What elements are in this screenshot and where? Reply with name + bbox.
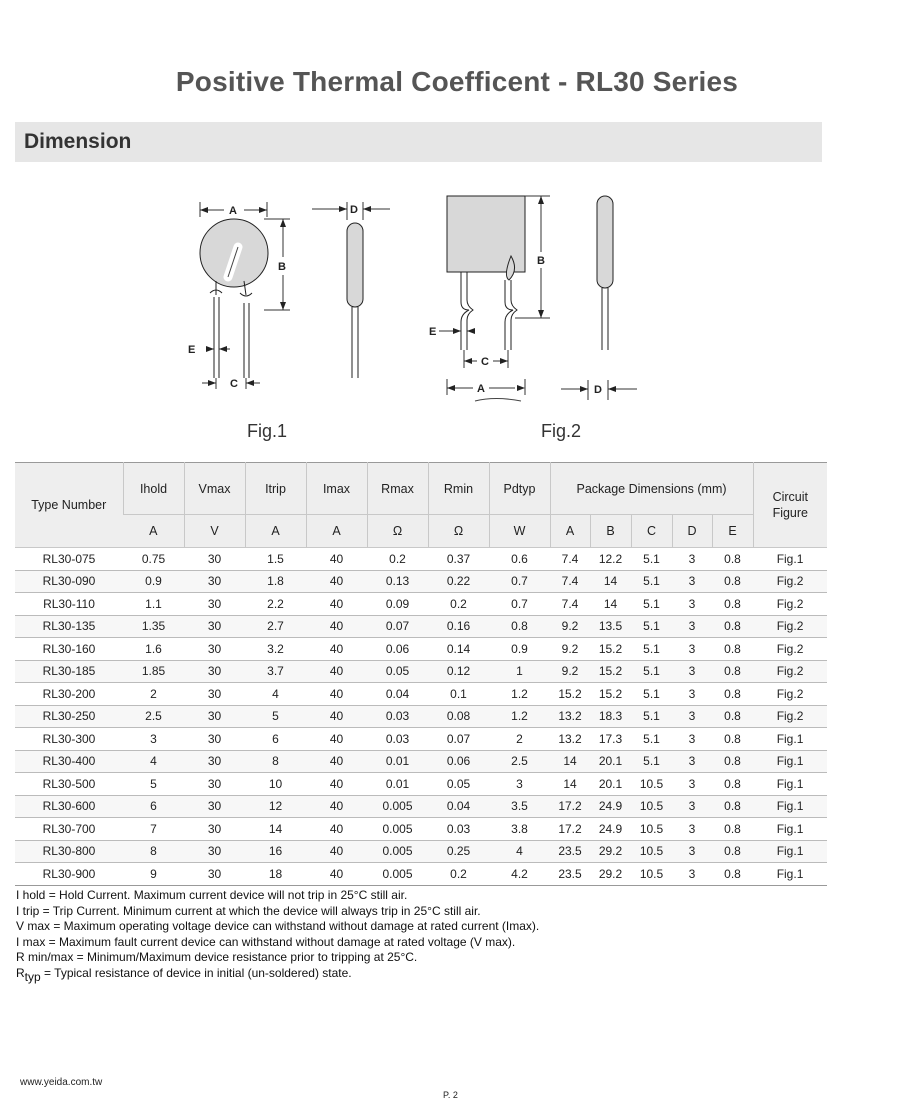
- header-circuit-figure: Circuit Figure: [753, 463, 827, 548]
- table-cell: 3: [123, 728, 184, 751]
- table-cell: 17.2: [550, 818, 590, 841]
- table-cell: 3: [672, 593, 712, 616]
- table-row: [15, 548, 827, 571]
- table-cell: 2.5: [123, 705, 184, 728]
- table-cell: Fig.1: [753, 818, 827, 841]
- table-cell: 3: [489, 773, 550, 796]
- table-cell: 3: [672, 570, 712, 593]
- table-cell: Fig.1: [753, 773, 827, 796]
- table-row: [15, 660, 827, 683]
- table-cell: 3.2: [245, 638, 306, 661]
- table-cell: 0.8: [712, 638, 753, 661]
- table-cell: 0.005: [367, 840, 428, 863]
- table-cell: Fig.2: [753, 705, 827, 728]
- table-cell: 40: [306, 548, 367, 571]
- table-cell: 2: [123, 683, 184, 706]
- table-cell: 6: [245, 728, 306, 751]
- table-cell: 0.06: [428, 750, 489, 773]
- table-cell: 0.37: [428, 548, 489, 571]
- header-package-dimensions: Package Dimensions (mm): [550, 463, 753, 515]
- table-cell: 0.8: [712, 863, 753, 886]
- table-cell: 40: [306, 863, 367, 886]
- table-cell: 14: [550, 773, 590, 796]
- table-cell: 0.8: [712, 660, 753, 683]
- table-cell: 10.5: [631, 863, 672, 886]
- table-cell: 0.13: [367, 570, 428, 593]
- table-cell: 40: [306, 593, 367, 616]
- table-cell: 15.2: [550, 683, 590, 706]
- table-cell: 0.7: [489, 570, 550, 593]
- table-cell: 5.1: [631, 728, 672, 751]
- note-rtyp-sub: typ: [24, 969, 41, 984]
- header-imax: Imax: [306, 463, 367, 515]
- table-row: [15, 840, 827, 863]
- section-header: [15, 122, 822, 162]
- table-cell: 0.8: [712, 683, 753, 706]
- table-cell: 9.2: [550, 660, 590, 683]
- table-row: [15, 683, 827, 706]
- table-cell: Fig.2: [753, 683, 827, 706]
- type-number-cell: RL30-400: [15, 750, 123, 773]
- table-row: [15, 750, 827, 773]
- table-cell: 0.8: [712, 615, 753, 638]
- header-itrip: Itrip: [245, 463, 306, 515]
- table-cell: 0.8: [712, 773, 753, 796]
- table-cell: 3: [672, 638, 712, 661]
- table-cell: 9.2: [550, 638, 590, 661]
- table-cell: 5.1: [631, 638, 672, 661]
- table-cell: 9: [123, 863, 184, 886]
- fig2-label-a: A: [477, 383, 485, 395]
- note-rtyp: [16, 966, 836, 985]
- table-cell: 40: [306, 615, 367, 638]
- table-row: [15, 705, 827, 728]
- table-cell: 10: [245, 773, 306, 796]
- table-cell: 30: [184, 638, 245, 661]
- table-cell: 1.2: [489, 705, 550, 728]
- table-cell: 1.5: [245, 548, 306, 571]
- table-row: [15, 818, 827, 841]
- unit-cell: A: [245, 515, 306, 548]
- fig2-drawing: [425, 190, 655, 402]
- unit-cell: V: [184, 515, 245, 548]
- table-cell: 5.1: [631, 548, 672, 571]
- table-cell: 14: [245, 818, 306, 841]
- table-cell: 0.22: [428, 570, 489, 593]
- unit-row: [15, 515, 827, 548]
- table-cell: 14: [590, 593, 631, 616]
- table-cell: 13.2: [550, 728, 590, 751]
- table-cell: 0.01: [367, 750, 428, 773]
- spec-table: [15, 462, 827, 886]
- type-number-cell: RL30-300: [15, 728, 123, 751]
- table-cell: 0.8: [712, 840, 753, 863]
- table-cell: 4: [489, 840, 550, 863]
- table-cell: 3: [672, 548, 712, 571]
- table-cell: Fig.2: [753, 615, 827, 638]
- table-cell: 12: [245, 795, 306, 818]
- table-cell: 5.1: [631, 570, 672, 593]
- table-cell: 0.1: [428, 683, 489, 706]
- table-cell: 4: [245, 683, 306, 706]
- table-cell: 40: [306, 660, 367, 683]
- table-cell: 0.2: [428, 863, 489, 886]
- table-cell: 0.75: [123, 548, 184, 571]
- table-cell: 30: [184, 840, 245, 863]
- type-number-cell: RL30-500: [15, 773, 123, 796]
- table-cell: 30: [184, 615, 245, 638]
- header-vmax: Vmax: [184, 463, 245, 515]
- table-cell: 40: [306, 818, 367, 841]
- type-number-cell: RL30-185: [15, 660, 123, 683]
- note-line: I max = Maximum fault current device can withstand without damage at rated voltage (V max).: [16, 934, 516, 949]
- table-cell: 0.8: [712, 570, 753, 593]
- header-type-number: Type Number: [15, 463, 123, 548]
- table-cell: 15.2: [590, 660, 631, 683]
- table-cell: 10.5: [631, 795, 672, 818]
- note-rtyp-prefix: R: [16, 965, 25, 980]
- table-cell: 14: [590, 570, 631, 593]
- fig1-label-e: E: [188, 344, 196, 356]
- table-cell: 0.09: [367, 593, 428, 616]
- table-cell: 4.2: [489, 863, 550, 886]
- table-cell: 3.8: [489, 818, 550, 841]
- table-cell: Fig.2: [753, 570, 827, 593]
- table-cell: 0.7: [489, 593, 550, 616]
- table-cell: 40: [306, 773, 367, 796]
- table-cell: 17.2: [550, 795, 590, 818]
- fig1-label-b: B: [278, 261, 286, 273]
- table-cell: 40: [306, 705, 367, 728]
- table-cell: 18: [245, 863, 306, 886]
- footer-url: www.yeida.com.tw: [20, 1077, 103, 1088]
- table-cell: Fig.2: [753, 593, 827, 616]
- table-cell: 0.05: [428, 773, 489, 796]
- table-cell: 3: [672, 818, 712, 841]
- table-cell: 40: [306, 840, 367, 863]
- table-cell: 0.03: [367, 705, 428, 728]
- table-cell: 0.005: [367, 795, 428, 818]
- table-cell: 0.005: [367, 863, 428, 886]
- type-number-cell: RL30-250: [15, 705, 123, 728]
- table-cell: 3: [672, 683, 712, 706]
- table-cell: 10.5: [631, 818, 672, 841]
- table-cell: 15.2: [590, 683, 631, 706]
- header-ihold: Ihold: [123, 463, 184, 515]
- table-cell: 30: [184, 683, 245, 706]
- table-cell: 30: [184, 705, 245, 728]
- table-cell: 17.3: [590, 728, 631, 751]
- unit-cell: Ω: [367, 515, 428, 548]
- unit-cell: Ω: [428, 515, 489, 548]
- table-cell: 1.85: [123, 660, 184, 683]
- table-cell: 24.9: [590, 818, 631, 841]
- table-cell: 1.2: [489, 683, 550, 706]
- table-cell: 30: [184, 570, 245, 593]
- table-cell: Fig.1: [753, 840, 827, 863]
- table-cell: 14: [550, 750, 590, 773]
- fig2-label-e: E: [429, 326, 437, 338]
- table-cell: Fig.1: [753, 728, 827, 751]
- table-cell: 40: [306, 795, 367, 818]
- table-cell: 10.5: [631, 773, 672, 796]
- table-cell: 40: [306, 570, 367, 593]
- notes-list: [16, 888, 836, 966]
- table-cell: 29.2: [590, 863, 631, 886]
- note-line: I trip = Trip Current. Minimum current at which the device will always trip in 25°C still air.: [16, 903, 481, 918]
- table-cell: 3: [672, 773, 712, 796]
- table-cell: 2: [489, 728, 550, 751]
- header-rmin: Rmin: [428, 463, 489, 515]
- unit-cell: A: [306, 515, 367, 548]
- table-cell: 0.8: [712, 705, 753, 728]
- table-cell: Fig.1: [753, 795, 827, 818]
- table-row: [15, 593, 827, 616]
- unit-cell: C: [631, 515, 672, 548]
- table-row: [15, 638, 827, 661]
- fig2-caption: Fig.2: [541, 421, 582, 441]
- table-cell: 0.8: [712, 593, 753, 616]
- fig1-drawing: [180, 195, 390, 395]
- header-pdtyp: Pdtyp: [489, 463, 550, 515]
- table-cell: 9.2: [550, 615, 590, 638]
- table-cell: 30: [184, 660, 245, 683]
- table-cell: 6: [123, 795, 184, 818]
- table-cell: 7.4: [550, 570, 590, 593]
- table-cell: 40: [306, 728, 367, 751]
- table-cell: 5.1: [631, 705, 672, 728]
- table-cell: 1.8: [245, 570, 306, 593]
- note-line: I hold = Hold Current. Maximum current device will not trip in 25°C still air.: [16, 888, 408, 902]
- table-cell: 0.8: [489, 615, 550, 638]
- table-cell: 0.8: [712, 818, 753, 841]
- table-cell: 7.4: [550, 548, 590, 571]
- table-cell: 20.1: [590, 750, 631, 773]
- table-cell: 1: [489, 660, 550, 683]
- table-cell: Fig.1: [753, 750, 827, 773]
- table-cell: 3: [672, 863, 712, 886]
- table-cell: 7: [123, 818, 184, 841]
- fig2-label-b: B: [537, 255, 545, 267]
- table-cell: 3: [672, 840, 712, 863]
- table-cell: 5.1: [631, 660, 672, 683]
- section-title: Dimension: [24, 130, 132, 153]
- unit-cell: A: [550, 515, 590, 548]
- table-row: [15, 615, 827, 638]
- table-cell: 16: [245, 840, 306, 863]
- type-number-cell: RL30-110: [15, 593, 123, 616]
- table-cell: 1.1: [123, 593, 184, 616]
- table-cell: 15.2: [590, 638, 631, 661]
- table-cell: 0.9: [123, 570, 184, 593]
- table-cell: 10.5: [631, 840, 672, 863]
- table-cell: 0.05: [367, 660, 428, 683]
- table-row: [15, 863, 827, 886]
- table-cell: 24.9: [590, 795, 631, 818]
- table-cell: 29.2: [590, 840, 631, 863]
- table-cell: 0.07: [428, 728, 489, 751]
- table-cell: 3: [672, 728, 712, 751]
- table-cell: 0.14: [428, 638, 489, 661]
- table-row: [15, 773, 827, 796]
- table-cell: 3: [672, 750, 712, 773]
- table-cell: 23.5: [550, 840, 590, 863]
- fig1-label-a: A: [229, 205, 237, 217]
- table-cell: 0.07: [367, 615, 428, 638]
- table-cell: Fig.1: [753, 548, 827, 571]
- table-cell: 30: [184, 728, 245, 751]
- type-number-cell: RL30-135: [15, 615, 123, 638]
- table-cell: 12.2: [590, 548, 631, 571]
- table-cell: 0.8: [712, 728, 753, 751]
- type-number-cell: RL30-700: [15, 818, 123, 841]
- table-cell: 0.04: [428, 795, 489, 818]
- table-cell: 0.8: [712, 795, 753, 818]
- footer-page-number: P. 2: [443, 1090, 458, 1100]
- table-cell: Fig.2: [753, 638, 827, 661]
- table-cell: 0.03: [367, 728, 428, 751]
- table-cell: 30: [184, 548, 245, 571]
- table-cell: 40: [306, 638, 367, 661]
- table-cell: 0.04: [367, 683, 428, 706]
- table-cell: Fig.1: [753, 863, 827, 886]
- table-cell: 3: [672, 660, 712, 683]
- table-cell: Fig.2: [753, 660, 827, 683]
- table-cell: 3.5: [489, 795, 550, 818]
- table-cell: 30: [184, 750, 245, 773]
- table-cell: 0.8: [712, 750, 753, 773]
- table-cell: 40: [306, 750, 367, 773]
- unit-cell: B: [590, 515, 631, 548]
- table-cell: 5.1: [631, 593, 672, 616]
- table-cell: 8: [245, 750, 306, 773]
- table-cell: 5: [123, 773, 184, 796]
- type-number-cell: RL30-075: [15, 548, 123, 571]
- table-cell: 8: [123, 840, 184, 863]
- table-cell: 0.2: [428, 593, 489, 616]
- table-cell: 30: [184, 818, 245, 841]
- note-line: V max = Maximum operating voltage device can withstand without damage at rated current (Imax).: [16, 919, 540, 933]
- unit-cell: D: [672, 515, 712, 548]
- header-rmax: Rmax: [367, 463, 428, 515]
- table-cell: 1.6: [123, 638, 184, 661]
- page-title: Positive Thermal Coefficent - RL30 Series: [175, 66, 739, 97]
- table-row: [15, 570, 827, 593]
- table-cell: 2.2: [245, 593, 306, 616]
- table-cell: 5.1: [631, 615, 672, 638]
- table-cell: 0.25: [428, 840, 489, 863]
- table-row: [15, 728, 827, 751]
- spec-table-body: [15, 548, 827, 886]
- table-cell: 2.7: [245, 615, 306, 638]
- type-number-cell: RL30-200: [15, 683, 123, 706]
- table-cell: 2.5: [489, 750, 550, 773]
- fig2-label-c: C: [481, 356, 489, 368]
- table-cell: 0.03: [428, 818, 489, 841]
- fig1-label-c: C: [230, 378, 238, 390]
- type-number-cell: RL30-090: [15, 570, 123, 593]
- unit-cell: W: [489, 515, 550, 548]
- table-cell: 40: [306, 683, 367, 706]
- table-cell: 5.1: [631, 683, 672, 706]
- table-cell: 18.3: [590, 705, 631, 728]
- table-cell: 30: [184, 795, 245, 818]
- type-number-cell: RL30-900: [15, 863, 123, 886]
- table-cell: 5: [245, 705, 306, 728]
- table-cell: 1.35: [123, 615, 184, 638]
- fig2-label-d: D: [594, 384, 602, 396]
- table-cell: 3.7: [245, 660, 306, 683]
- table-cell: 4: [123, 750, 184, 773]
- table-cell: 0.06: [367, 638, 428, 661]
- table-cell: 23.5: [550, 863, 590, 886]
- table-cell: 0.2: [367, 548, 428, 571]
- type-number-cell: RL30-600: [15, 795, 123, 818]
- table-cell: 13.2: [550, 705, 590, 728]
- table-cell: 0.9: [489, 638, 550, 661]
- unit-cell: E: [712, 515, 753, 548]
- type-number-cell: RL30-160: [15, 638, 123, 661]
- table-cell: 0.16: [428, 615, 489, 638]
- table-cell: 13.5: [590, 615, 631, 638]
- table-cell: 30: [184, 773, 245, 796]
- type-number-cell: RL30-800: [15, 840, 123, 863]
- table-cell: 5.1: [631, 750, 672, 773]
- table-cell: 0.6: [489, 548, 550, 571]
- table-cell: 7.4: [550, 593, 590, 616]
- table-cell: 30: [184, 863, 245, 886]
- table-cell: 0.005: [367, 818, 428, 841]
- table-cell: 0.01: [367, 773, 428, 796]
- fig1-label-d: D: [350, 204, 358, 216]
- table-cell: 3: [672, 705, 712, 728]
- table-cell: 3: [672, 615, 712, 638]
- unit-cell: A: [123, 515, 184, 548]
- table-cell: 3: [672, 795, 712, 818]
- notes: [16, 888, 836, 984]
- fig1-caption: Fig.1: [247, 421, 288, 441]
- table-cell: 20.1: [590, 773, 631, 796]
- note-line: R min/max = Minimum/Maximum device resistance prior to tripping at 25°C.: [16, 950, 418, 964]
- note-rtyp-text: = Typical resistance of device in initial (un-soldered) state.: [40, 965, 352, 980]
- table-cell: 0.8: [712, 548, 753, 571]
- table-cell: 0.12: [428, 660, 489, 683]
- table-cell: 30: [184, 593, 245, 616]
- table-cell: 0.08: [428, 705, 489, 728]
- table-row: [15, 795, 827, 818]
